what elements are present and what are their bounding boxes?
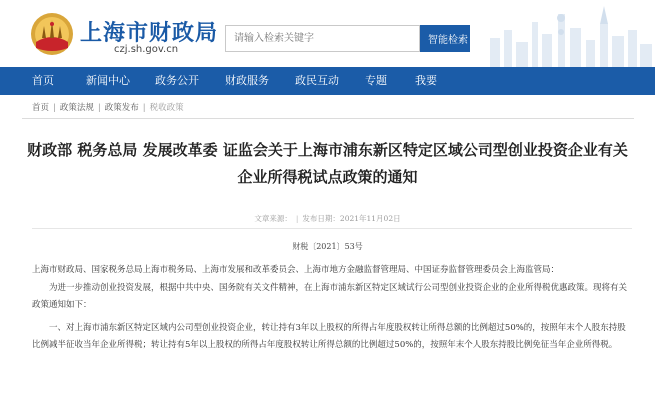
nav-item-finance-services[interactable]: 财政服务 bbox=[225, 74, 269, 87]
breadcrumb bbox=[32, 101, 184, 113]
meta-separator: | bbox=[295, 214, 299, 223]
nav-item-gov-affairs[interactable]: 政务公开 bbox=[155, 74, 199, 87]
nav-item-i-want[interactable]: 我要 bbox=[415, 74, 437, 87]
shanghai-emblem-icon bbox=[30, 12, 74, 56]
article-meta bbox=[0, 213, 655, 224]
city-skyline-image bbox=[470, 0, 655, 67]
search-input[interactable] bbox=[225, 25, 420, 52]
nav-item-news[interactable]: 新闻中心 bbox=[86, 74, 130, 87]
site-header bbox=[0, 0, 655, 67]
breadcrumb-current: 税收政策 bbox=[149, 103, 184, 113]
site-title: 上海市财政局 bbox=[80, 21, 219, 46]
nav-item-topics[interactable]: 专题 bbox=[365, 74, 387, 87]
article-title-line1: 财政部 税务总局 发展改革委 证监会关于上海市浦东新区特定区域公司型创业投资企业有关 bbox=[27, 141, 628, 159]
article-title-line2: 企业所得税试点政策的通知 bbox=[237, 168, 418, 186]
breadcrumb-separator: | bbox=[97, 103, 101, 113]
article-paragraph-intro: 为进一步推动创业投资发展，根据中共中央、国务院有关文件精神，在上海市浦东新区特定区域试行公司型创业投资企业的企业所得税优惠政策。现将有关政策通知如下： bbox=[32, 283, 628, 310]
breadcrumb-home[interactable]: 首页 bbox=[32, 103, 50, 113]
main-nav bbox=[0, 67, 655, 95]
article-paragraph-1: 一、对上海市浦东新区特定区域内公司型创业投资企业，转让持有3年以上股权的所得占年度股权转让所得总额的比例超过50%的，按照年末个人股东持股比例减半征收当年企业所得税；转让持有5年以上股权的所得占年度股权转让所得总额的比例超过50%的，按照年末个人股东持股比例免征当年企业所得税。 bbox=[32, 323, 626, 350]
breadcrumb-separator: | bbox=[53, 103, 56, 113]
meta-divider bbox=[32, 228, 632, 229]
search-button[interactable]: 智能检索 bbox=[420, 25, 476, 52]
document-number: 财税〔2021〕53号 bbox=[292, 242, 363, 251]
breadcrumb-policy-release[interactable]: 政策发布 bbox=[104, 103, 139, 113]
article-title bbox=[20, 137, 635, 191]
nav-item-home[interactable]: 首页 bbox=[32, 74, 54, 87]
breadcrumb-separator: | bbox=[142, 103, 146, 113]
breadcrumb-divider bbox=[22, 118, 634, 119]
article-date: 发布日期：2021年11月02日 bbox=[302, 214, 401, 223]
breadcrumb-policy-laws[interactable]: 政策法规 bbox=[59, 103, 94, 113]
site-domain: czj.sh.gov.cn bbox=[114, 44, 179, 55]
nav-item-interaction[interactable]: 政民互动 bbox=[295, 74, 339, 87]
article-source: 文章来源： bbox=[254, 214, 292, 223]
article-addressees: 上海市财政局、国家税务总局上海市税务局、上海市发展和改革委员会、上海市地方金融监督管理局、中国证券监督管理委员会上海监管局： bbox=[32, 265, 560, 275]
